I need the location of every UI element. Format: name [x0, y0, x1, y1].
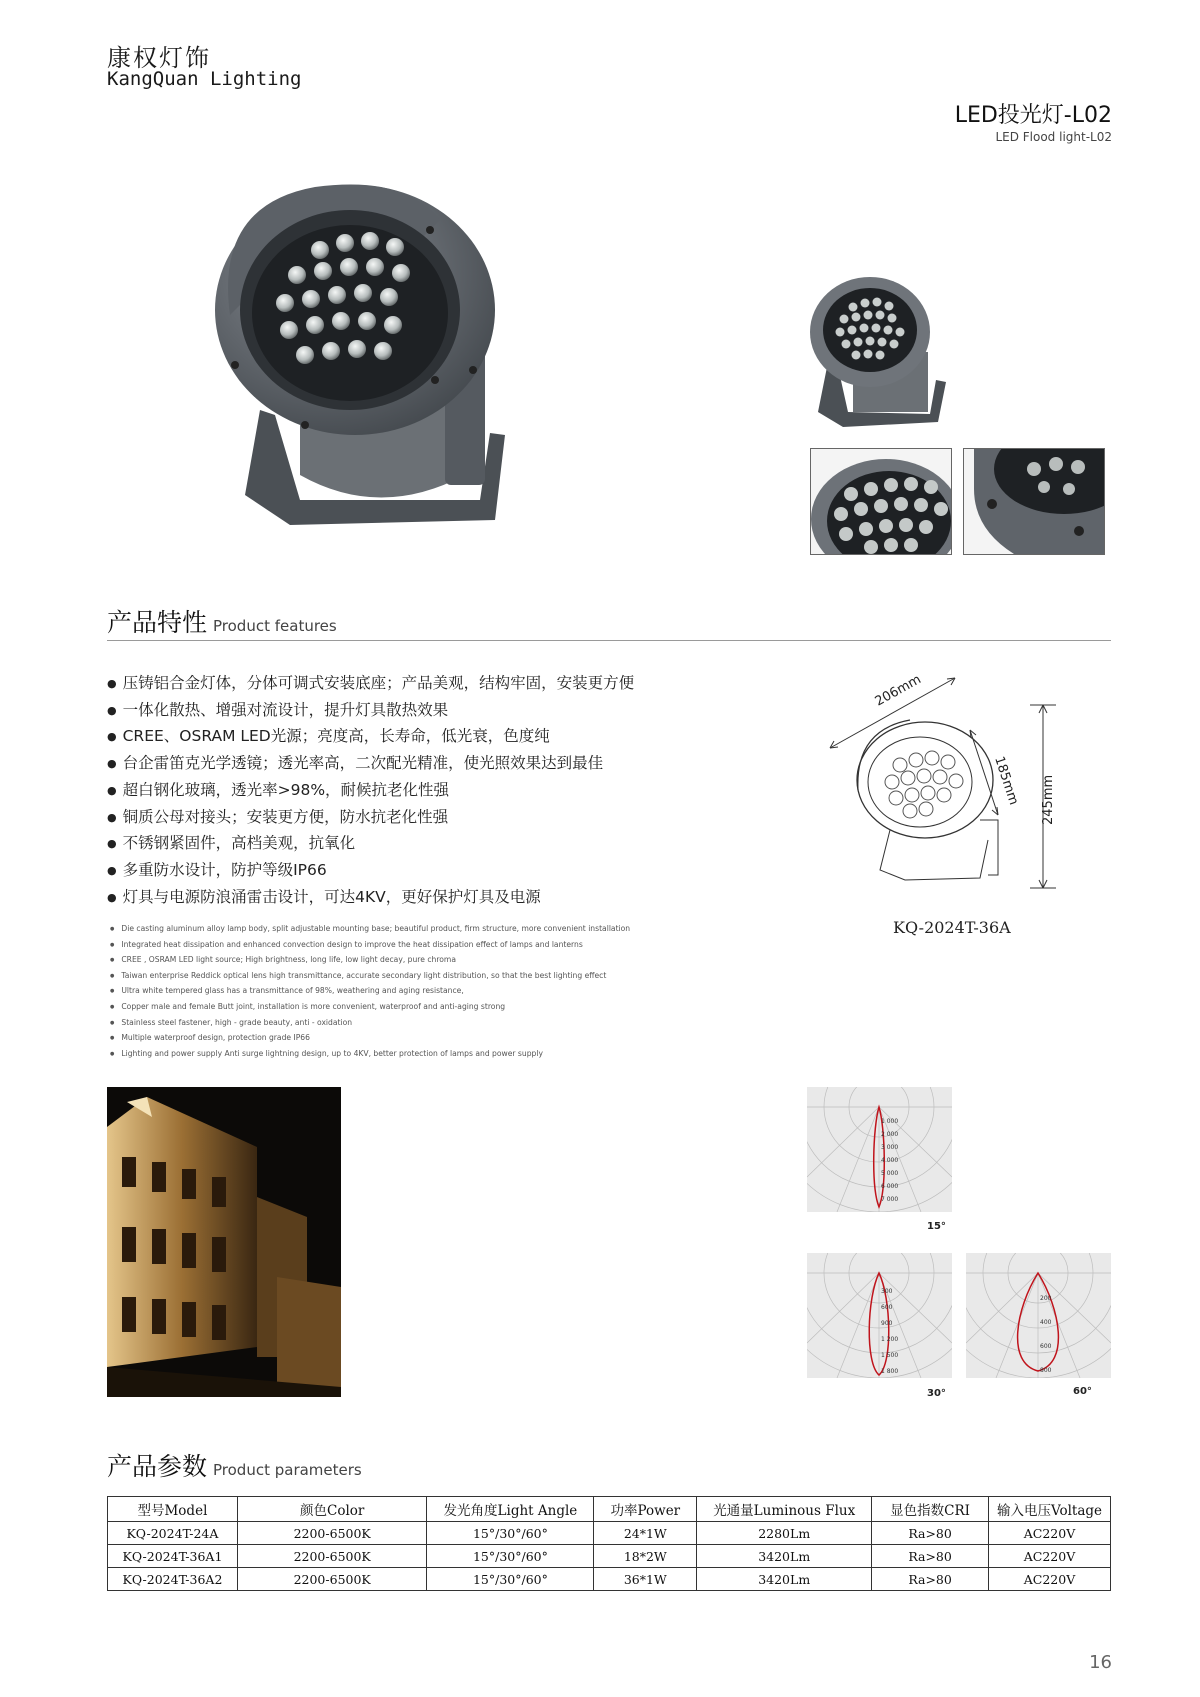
table-header-row [108, 1497, 1111, 1522]
feature-item: ● 台企雷笛克光学透镜；透光率高，二次配光精准，使光照效果达到最佳 [107, 751, 634, 778]
feature-item-en: ● CREE , OSRAM LED light source; High brightness, long life, low light decay, pure chroma [110, 953, 630, 969]
cell-color: 2200-6500K [237, 1545, 427, 1568]
polar-30-tick: 1 800 [881, 1368, 899, 1375]
feature-item-en: ● Integrated heat dissipation and enhanced convection design to improve the heat dissipation effect of lamps and lanterns [110, 938, 630, 954]
secondary-product-photo [808, 272, 958, 437]
polar-30-tick: 1 200 [881, 1336, 899, 1343]
features-heading-cn: 产品特性 [107, 608, 208, 637]
feature-item: ● 不锈钢紧固件，高档美观，抗氧化 [107, 831, 634, 858]
width-label: 206mm [872, 672, 924, 710]
application-photo [107, 1087, 341, 1397]
table-row [108, 1545, 1111, 1568]
cell-power: 24*1W [594, 1522, 697, 1545]
detail-photo-leds [810, 448, 952, 555]
feature-item: ● 铜质公母对接头；安装更方便，防水抗老化性强 [107, 805, 634, 832]
cell-voltage: AC220V [989, 1545, 1111, 1568]
polar-60-tick: 400 [1040, 1319, 1052, 1326]
parameters-table [107, 1496, 1111, 1591]
column-header-voltage: 输入电压Voltage [989, 1497, 1111, 1522]
polar-15-tick: 3 000 [881, 1144, 899, 1151]
cell-flux: 2280Lm [697, 1522, 872, 1545]
section-divider [107, 640, 1111, 641]
depth-label: 185mm [991, 754, 1021, 807]
cell-color: 2200-6500K [237, 1568, 427, 1591]
feature-item: ● 一体化散热、增强对流设计，提升灯具散热效果 [107, 698, 634, 725]
polar-30-tick: 900 [881, 1320, 893, 1327]
polar-30-tick: 300 [881, 1288, 893, 1295]
column-header-flux: 光通量Luminous Flux [697, 1497, 872, 1522]
cell-angle: 15°/30°/60° [427, 1568, 594, 1591]
polar-15-tick: 2 000 [881, 1131, 899, 1138]
cell-angle: 15°/30°/60° [427, 1522, 594, 1545]
feature-item-en: ● Multiple waterproof design, protection grade IP66 [110, 1031, 630, 1047]
drawing-model-caption: KQ-2024T-36A [893, 918, 1011, 937]
cell-cri: Ra>80 [872, 1568, 989, 1591]
column-header-model: 型号Model [108, 1497, 238, 1522]
feature-item-en: ● Copper male and female Butt joint, installation is more convenient, waterproof and anti-aging strong [110, 1000, 630, 1016]
polar-chart-15 [807, 1087, 952, 1212]
height-label: 245mm [1041, 774, 1056, 825]
polar-30-tick: 600 [881, 1304, 893, 1311]
polar-30-label: 30° [927, 1388, 946, 1399]
feature-item: ● 多重防水设计，防护等级IP66 [107, 858, 634, 885]
brand-name-cn: 康权灯饰 [107, 44, 211, 72]
table-row [108, 1522, 1111, 1545]
cell-flux: 3420Lm [697, 1545, 872, 1568]
polar-15-tick: 4 000 [881, 1157, 899, 1164]
feature-item: ● CREE、OSRAM LED光源；亮度高，长寿命，低光衰，色度纯 [107, 724, 634, 751]
polar-30-tick: 1 500 [881, 1352, 899, 1359]
column-header-power: 功率Power [594, 1497, 697, 1522]
feature-item-en: ● Taiwan enterprise Reddick optical lens high transmittance, accurate secondary light distribution, so that the best lighting effect [110, 969, 630, 985]
cell-power: 36*1W [594, 1568, 697, 1591]
cell-voltage: AC220V [989, 1522, 1111, 1545]
features-list-cn [107, 671, 634, 911]
feature-item-en: ● Lighting and power supply Anti surge lightning design, up to 4KV, better protection of lamps and power supply [110, 1047, 630, 1063]
feature-item-en: ● Die casting aluminum alloy lamp body, split adjustable mounting base; beautiful product, firm structure, more convenient installation [110, 922, 630, 938]
cell-cri: Ra>80 [872, 1522, 989, 1545]
column-header-angle: 发光角度Light Angle [427, 1497, 594, 1522]
column-header-color: 颜色Color [237, 1497, 427, 1522]
polar-chart-60 [966, 1253, 1111, 1378]
cell-model: KQ-2024T-36A2 [108, 1568, 238, 1591]
feature-item: ● 压铸铝合金灯体，分体可调式安装底座；产品美观，结构牢固，安装更方便 [107, 671, 634, 698]
polar-15-tick: 1 000 [881, 1118, 899, 1125]
polar-60-tick: 200 [1040, 1295, 1052, 1302]
features-heading-en: Product features [213, 617, 337, 635]
polar-chart-30 [807, 1253, 952, 1378]
params-heading-cn: 产品参数 [107, 1452, 208, 1481]
feature-item-en: ● Ultra white tempered glass has a transmittance of 98%, weathering and aging resistance, [110, 984, 630, 1000]
table-row [108, 1568, 1111, 1591]
product-subtitle: LED Flood light-L02 [995, 130, 1112, 144]
params-heading [107, 1447, 362, 1483]
polar-15-label: 15° [927, 1221, 946, 1232]
cell-power: 18*2W [594, 1545, 697, 1568]
cell-cri: Ra>80 [872, 1545, 989, 1568]
main-product-photo [205, 175, 550, 570]
cell-angle: 15°/30°/60° [427, 1545, 594, 1568]
page-number: 16 [1089, 1652, 1112, 1673]
polar-60-label: 60° [1073, 1386, 1092, 1397]
features-list-en [110, 922, 630, 1062]
cell-color: 2200-6500K [237, 1522, 427, 1545]
brand-name-en: KangQuan Lighting [107, 68, 302, 90]
polar-60-tick: 800 [1040, 1367, 1052, 1374]
params-heading-en: Product parameters [213, 1461, 362, 1479]
column-header-cri: 显色指数CRI [872, 1497, 989, 1522]
polar-15-tick: 5 000 [881, 1170, 899, 1177]
feature-item: ● 超白钢化玻璃，透光率>98%，耐候抗老化性强 [107, 778, 634, 805]
detail-photo-ring [963, 448, 1105, 555]
cell-model: KQ-2024T-24A [108, 1522, 238, 1545]
features-heading [107, 603, 337, 639]
feature-item-en: ● Stainless steel fastener, high - grade beauty, anti - oxidation [110, 1016, 630, 1032]
polar-15-tick: 6 000 [881, 1183, 899, 1190]
dimension-drawing [820, 670, 1070, 900]
product-title: LED投光灯-L02 [954, 103, 1112, 128]
cell-voltage: AC220V [989, 1568, 1111, 1591]
cell-model: KQ-2024T-36A1 [108, 1545, 238, 1568]
feature-item: ● 灯具与电源防浪涌雷击设计，可达4KV，更好保护灯具及电源 [107, 885, 634, 912]
cell-flux: 3420Lm [697, 1568, 872, 1591]
polar-15-tick: 7 000 [881, 1196, 899, 1203]
polar-60-tick: 600 [1040, 1343, 1052, 1350]
